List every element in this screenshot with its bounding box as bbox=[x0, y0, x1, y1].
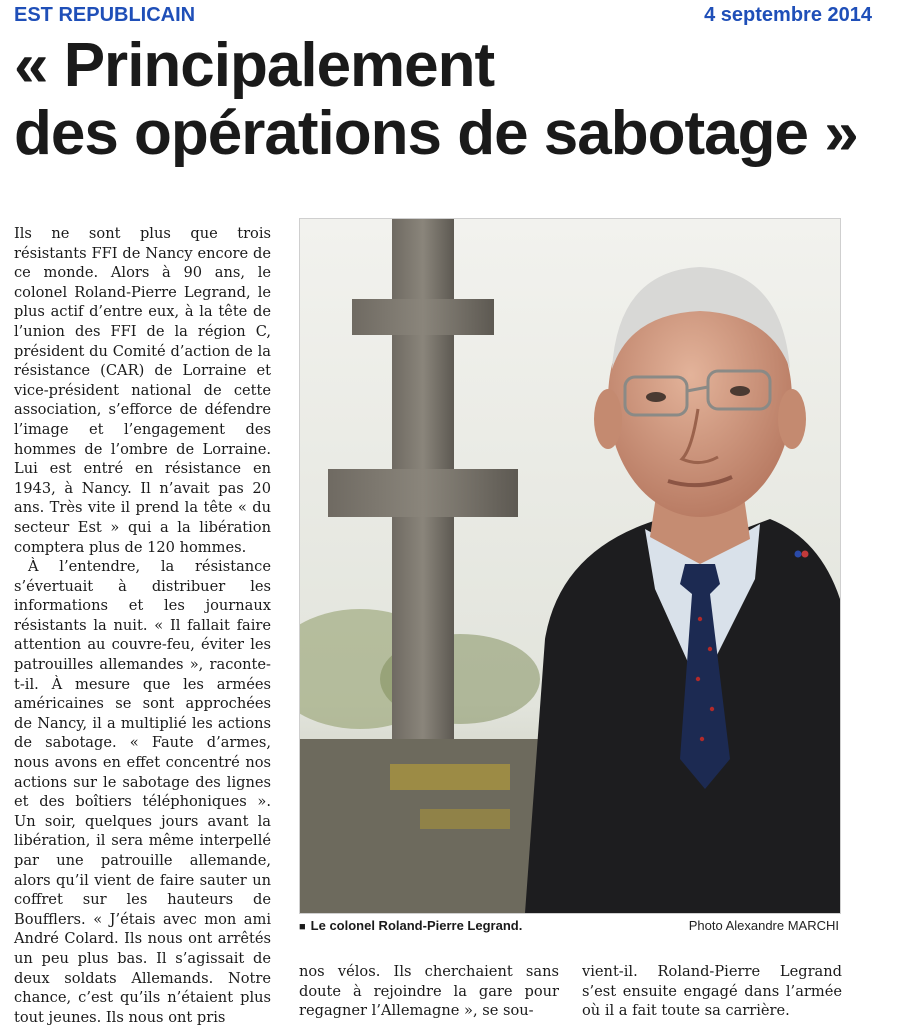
photo-caption: ■ Le colonel Roland-Pierre Legrand. bbox=[299, 918, 522, 933]
article-column-middle bbox=[299, 962, 559, 1028]
headline-line-2: des opérations de sabotage » bbox=[14, 99, 858, 168]
article-paragraph-2: À l’entendre, la résistance s’évertuait à distribuer les informations et les journaux résistants la nuit. « Il fallait faire attention au couvre-feu, éviter les patrouilles allemandes », raconte-t-il. À mesure que les armées américaines se sont approchées de Nancy, il a multiplié les actions de sabotage. « Faute d’armes, nous avons en effet concentré nos actions sur le sabotage des lignes et des boîtiers téléphoniques ». Un soir, quelques jours avant la libération, il sera même interpellé par une patrouille allemande, alors qu’il vient de faire sauter un coffret sur les hauteurs de Boufflers. « J’étais avec mon ami André Colard. Ils nous ont arrêtés un peu plus bas. Il s’agissait de deux soldats Allemands. Notre chance, c’est qu’ils n’étaient plus tout jeunes. Ils nous ont pris bbox=[14, 558, 271, 1026]
article-photo bbox=[299, 218, 841, 914]
photo-caption-bar bbox=[299, 918, 839, 936]
photo-credit: Photo Alexandre MARCHI bbox=[688, 918, 839, 933]
portrait-illustration bbox=[300, 219, 840, 913]
article-headline bbox=[14, 32, 894, 168]
masthead bbox=[14, 4, 872, 30]
headline-line-1: « Principalement bbox=[14, 31, 495, 100]
article-continuation-middle: nos vélos. Ils cherchaient sans doute à rejoindre la gare pour regagner l’Allemagne », se sou- bbox=[299, 963, 559, 1020]
article-continuation-right: vient-il. Roland-Pierre Legrand s’est ensuite engagé dans l’armée où il a fait toute sa carrière. bbox=[582, 963, 842, 1020]
article-paragraph-1: Ils ne sont plus que trois résistants FFI de Nancy encore de ce monde. Alors à 90 ans, le colonel Roland-Pierre Legrand, le plus actif d’entre eux, à la tête de l’union des FFI de la région C, président du Comité d’action de la résistance (CAR) de Lorraine et vice-président national de cette association, s’efforce de défendre l’image et l’engagement des hommes de l’ombre de Lorraine. Lui est entré en résistance en 1943, à Nancy. Il n’avait pas 20 ans. Très vite il prend la tête « du secteur Est » qui a la libération comptera plus de 120 hommes. bbox=[14, 225, 271, 556]
publication-date: 4 septembre 2014 bbox=[704, 4, 872, 26]
publication-name: EST REPUBLICAIN bbox=[14, 4, 196, 26]
article-column-left bbox=[14, 224, 271, 1027]
article-column-right bbox=[582, 962, 842, 1028]
